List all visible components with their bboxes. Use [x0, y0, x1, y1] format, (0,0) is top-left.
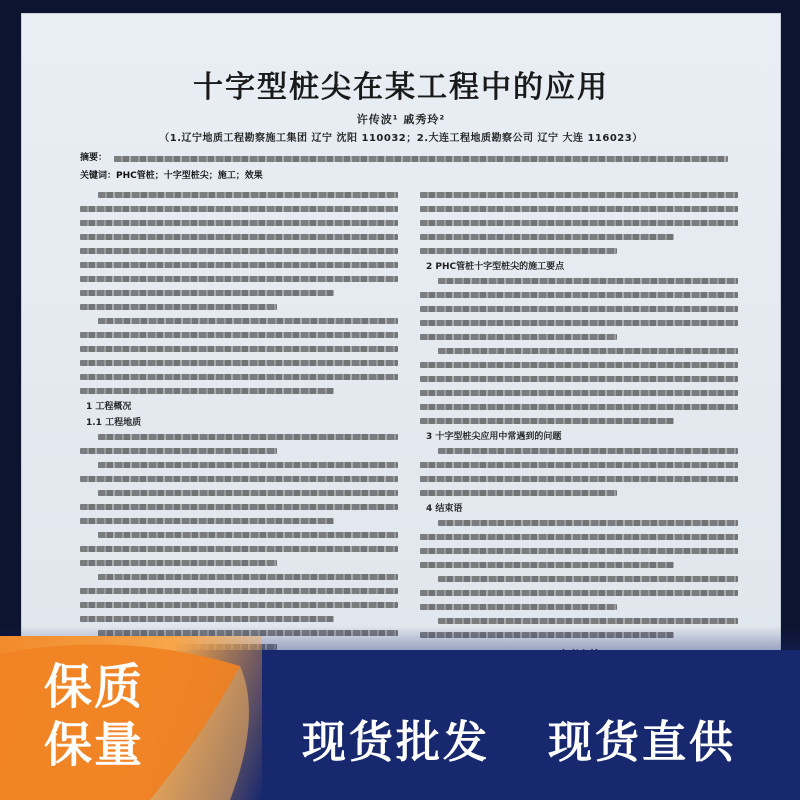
text-line: [80, 262, 398, 268]
text-line: [80, 588, 398, 594]
text-line: [420, 490, 617, 496]
text-line: [438, 348, 738, 354]
section-heading: 4 结束语: [426, 504, 463, 514]
slogan-direct-supply: 现货直供: [548, 717, 736, 768]
text-line: [80, 504, 398, 510]
text-line: [420, 248, 617, 254]
text-line: [80, 332, 398, 338]
text-line: [80, 346, 398, 352]
text-line: [420, 418, 674, 424]
text-line: [420, 292, 738, 298]
text-line: [80, 476, 398, 482]
section-heading: 3 十字型桩尖应用中常遇到的问题: [426, 432, 562, 442]
text-line: [420, 604, 617, 610]
text-line: [80, 388, 334, 394]
text-line: [80, 546, 398, 552]
text-line: [80, 616, 334, 622]
text-line: [98, 462, 398, 468]
text-line: [80, 374, 398, 380]
abstract-text-line: [114, 156, 728, 162]
text-line: [98, 490, 398, 496]
text-line: [98, 318, 398, 324]
text-line: [420, 476, 738, 482]
text-line: [438, 576, 738, 582]
quality-text-line1: 保质: [44, 659, 145, 715]
paper-abstract: [80, 152, 720, 183]
text-line: [420, 590, 738, 596]
text-line: [420, 562, 674, 568]
text-line: [420, 234, 674, 240]
paper-title: 十字型桩尖在某工程中的应用: [193, 70, 609, 105]
section-heading: 1 工程概况: [86, 402, 132, 412]
text-line: [98, 532, 398, 538]
text-line: [420, 362, 738, 368]
text-line: [420, 404, 738, 410]
text-line: [80, 206, 398, 212]
text-line: [80, 276, 398, 282]
quality-text-line2: 保量: [44, 717, 145, 773]
right-column: [420, 192, 738, 650]
text-line: [420, 192, 738, 198]
text-line: [420, 390, 738, 396]
text-line: [438, 278, 738, 284]
text-line: [438, 618, 738, 624]
keywords-line: 关键词：PHC管桩；十字型桩尖；施工；效果: [80, 171, 263, 181]
text-line: [80, 448, 277, 454]
text-line: [80, 602, 398, 608]
text-line: [420, 306, 738, 312]
text-line: [80, 304, 277, 310]
left-column: [80, 192, 398, 650]
text-line: [420, 462, 738, 468]
section-heading: 1.1 工程地质: [86, 418, 142, 428]
slogan-wholesale: 现货批发: [302, 717, 490, 768]
abstract-label: 摘要：: [80, 153, 108, 163]
text-line: [98, 192, 398, 198]
text-line: [80, 290, 334, 296]
paper-authors: 许传波¹ 戚秀玲²: [356, 113, 446, 126]
text-line: [420, 220, 738, 226]
text-line: [438, 520, 738, 526]
body-columns: [80, 192, 738, 650]
text-line: [98, 574, 398, 580]
text-line: [80, 360, 398, 366]
text-line: [80, 234, 398, 240]
section-heading: 2 PHC管桩十字型桩尖的施工要点: [426, 262, 565, 272]
text-line: [420, 334, 617, 340]
text-line: [80, 518, 334, 524]
text-line: [98, 434, 398, 440]
text-line: [420, 548, 738, 554]
text-line: [420, 534, 738, 540]
quality-badge: [0, 636, 262, 800]
text-line: [80, 220, 398, 226]
text-line: [420, 206, 738, 212]
paper-affiliation: （1.辽宁地质工程勘察施工集团 辽宁 沈阳 110032；2.大连工程地质勘察公司 辽宁 大连 116023）: [159, 133, 643, 144]
text-line: [80, 560, 277, 566]
text-line: [80, 248, 398, 254]
text-line: [420, 320, 738, 326]
text-line: [438, 448, 738, 454]
text-line: [420, 376, 738, 382]
